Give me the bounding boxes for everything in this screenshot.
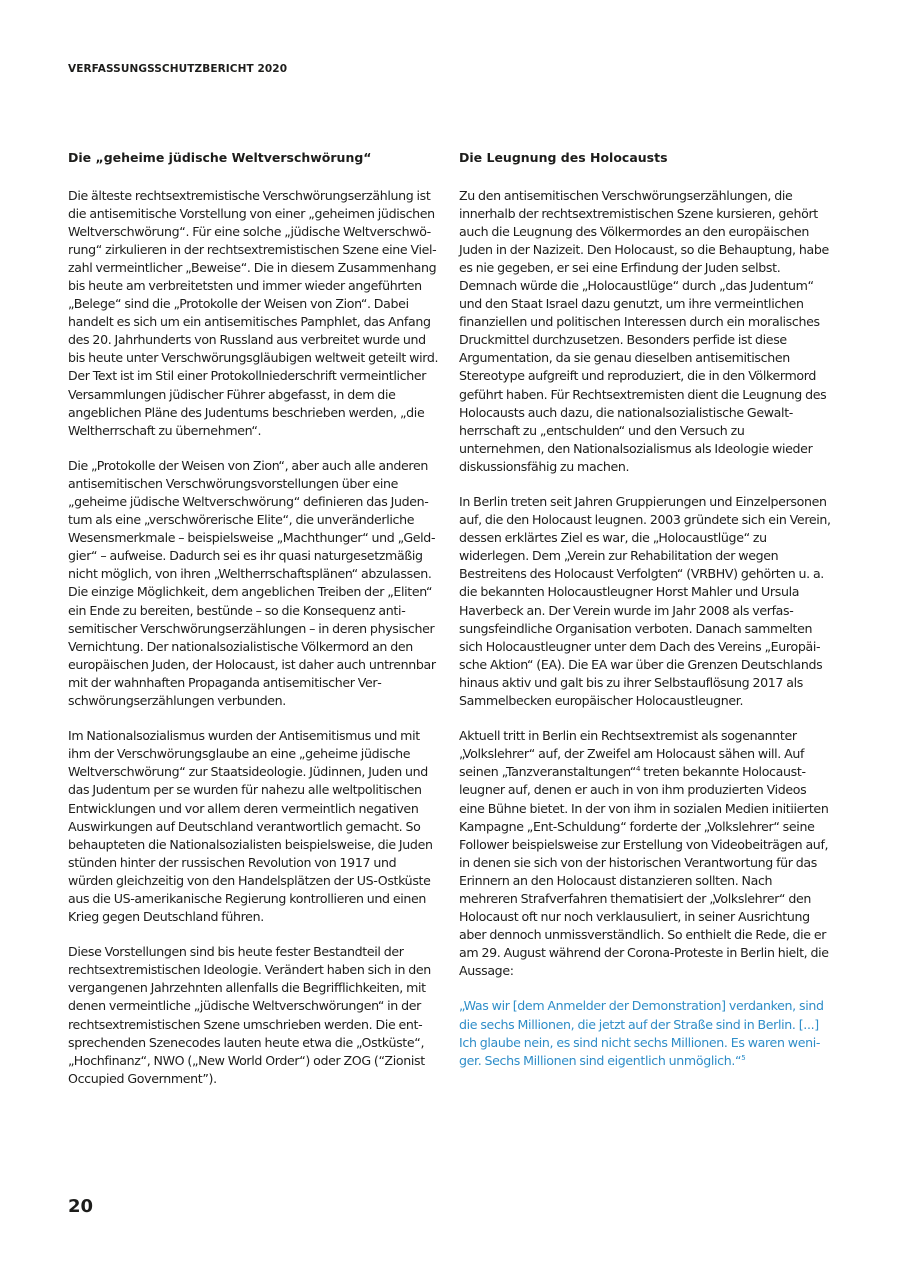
quote-text: „Was wir [dem Anmelder der Demonstration] verdanken, sind die sechs Millionen, die jetzt auf der Straße sind in Berlin. [...] Ich glaube nein, es sind nicht sechs Millionen. Es waren weniger. Sechs Millionen sind eigentlich unmöglich.“ [459,998,824,1068]
paragraph-text: treten bekannte Holocaustleugner auf, denen er auch in von ihm produzierten Videos eine Bühne bietet. In der von ihm in sozialen Medien initiierten Kampagne „Ent-Schuldung“ forderte der „Volkslehrer“ seine Follower beispielsweise zur Erstellung von Videobeiträgen auf, in denen sie sich von der historischen Verantwortung für das Erinnern an den Holocaust distanzieren sollten. Nach mehreren Strafverfahren thematisiert der „Volkslehrer“ den Holocaust oft nur noch verklausuliert, in seiner Ausrichtung aber dennoch unmissverständlich. So enthielt die Rede, die er am 29. August während der Corona-Proteste in Berlin hielt, die Aussage: [459,764,829,978]
page-number: 20 [68,1196,94,1217]
running-header: VERFASSUNGSSCHUTZBERICHT 2020 [68,63,288,75]
paragraph: Zu den antisemitischen Verschwörungserzählungen, die innerhalb der rechtsextremistischen Szene kursieren, gehört auch die Leugnung des Völkermordes an den europäischen Juden in der Nazizeit. Den Holocaust, so die Behauptung, habe es nie gegeben, er sei eine Erfindung der Juden selbst. Demnach würde die „Holocaustlüge“ durch „das Judentum“ und den Staat Israel dazu genutzt, um ihre vermeintlichen finanziellen und politischen Interessen durch ein moralisches Druckmittel durchzusetzen. Besonders perfide ist diese Argumentation, da sie genau dieselben antisemitischen Stereotype aufgreift und reproduziert, die in den Völkermord geführt haben. Für Rechtsextremisten dient die Leugnung des Holocausts auch dazu, die nationalsozialistische Gewaltherrschaft zu „entschulden“ und den Versuch zu unternehmen, den Nationalsozialismus als Ideologie wieder diskussionsfähig zu machen. [459,188,829,474]
paragraph-text: Aktuell tritt in Berlin ein Rechtsextremist als sogenannter „Volkslehrer“ auf, der Zweifel am Holocaust sähen will. Auf seinen „Tanzveranstaltungen“ [459,728,805,780]
paragraph: Diese Vorstellungen sind bis heute fester Bestandteil der rechtsextremistischen Ideologie. Verändert haben sich in den vergangenen Jahrzehnten allenfalls die Begrifflichkeiten, mit denen vermeintliche „jüdische Weltverschwörungen“ in der rechtsextremistischen Szene umschrieben werden. Die entsprechenden Szenecodes lauten heute etwa die „Ostküste“, „Hochfinanz“, NWO („New World Order“) oder ZOG (“Zionist Occupied Government”). [68,944,431,1086]
paragraph: Im Nationalsozialismus wurden der Antisemitismus und mit ihm der Verschwörungsglaube an eine „geheime jüdische Weltverschwörung“ zur Staatsideologie. Jüdinnen, Juden und das Judentum per se wurden für nahezu alle weltpolitischen Entwicklungen und vor allem deren vermeintlich negativen Auswirkungen auf Deutschland verantwortlich gemacht. So behaupteten die Nationalsozialisten beispielsweise, die Juden stünden hinter der russischen Revolution von 1917 und würden gleichzeitig von den Handelsplätzen der US-Ostküste aus die US-amerikanische Regierung kontrollieren und einen Krieg gegen Deutschland führen. [68,728,433,924]
paragraph: Die älteste rechtsextremistische Verschwörungserzählung ist die antisemitische Vorstellung von einer „geheimen jüdischen Weltverschwörung“. Für eine solche „jüdische Weltverschwörung“ zirkulieren in der rechtsextremistischen Szene eine Vielzahl vermeintlicher „Beweise“. Die in diesem Zusammenhang bis heute am verbreitetsten und immer wieder angeführten „Belege“ sind die „Protokolle der Weisen von Zion“. Dabei handelt es sich um ein antisemitisches Pamphlet, das Anfang des 20. Jahrhunderts von Russland aus verbreitet wurde und bis heute unter Verschwörungsgläubigen weltweit geteilt wird. Der Text ist im Stil einer Protokollniederschrift vermeintlicher Versammlungen jüdischer Führer abgefasst, in dem die angeblichen Pläne des Judentums beschrieben werden, „die Weltherrschaft zu übernehmen“. [68,188,439,438]
right-column [459,149,831,1087]
footnote-marker: 4 [635,765,641,774]
section-heading-holocaustleugnung: Die Leugnung des Holocausts [459,150,668,165]
footnote-marker: 5 [741,1053,746,1062]
paragraph: Die „Protokolle der Weisen von Zion“, aber auch alle anderen antisemitischen Verschwörungsvorstellungen über eine „geheime jüdische Weltverschwörung“ definieren das Judentum als eine „verschwörerische Elite“, die unveränderliche Wesensmerkmale – beispielsweise „Machthunger“ und „Geldgier“ – aufweise. Dadurch sei es ihr quasi naturgesetzmäßig nicht möglich, von ihren „Weltherrschaftsplänen“ abzulassen. Die einzige Möglichkeit, dem angeblichen Treiben der „Eliten“ ein Ende zu bereiten, bestünde – so die Konsequenz antisemitischer Verschwörungserzählungen – in deren physischer Vernichtung. Der nationalsozialistische Völkermord an den europäischen Juden, der Holocaust, ist daher auch untrennbar mit der wahnhaften Propaganda antisemitischer Verschwörungserzählungen verbunden. [68,458,436,708]
left-column [68,149,440,1105]
section-heading-weltverschwoerung: Die „geheime jüdische Weltverschwörung“ [68,150,372,165]
paragraph-volkslehrer [459,727,831,980]
paragraph: In Berlin treten seit Jahren Gruppierungen und Einzelpersonen auf, die den Holocaust leugnen. 2003 gründete sich ein Verein, dessen erklärtes Ziel es war, die „Holocaustlüge“ zu widerlegen. Dem „Verein zur Rehabilitation der wegen Bestreitens des Holocaust Verfolgten“ (VRBHV) gehörten u. a. die bekannten Holocaustleugner Horst Mahler und Ursula Haverbeck an. Der Verein wurde im Jahr 2008 als verfassungsfeindliche Organisation verboten. Danach sammelten sich Holocaustleugner unter dem Dach des Vereins „Europäische Aktion“ (EA). Die EA war über die Grenzen Deutschlands hinaus aktiv und galt bis zu ihrer Selbstauflösung 2017 als Sammelbecken europäischer Holocaustleugner. [459,494,831,708]
block-quote [459,997,831,1069]
